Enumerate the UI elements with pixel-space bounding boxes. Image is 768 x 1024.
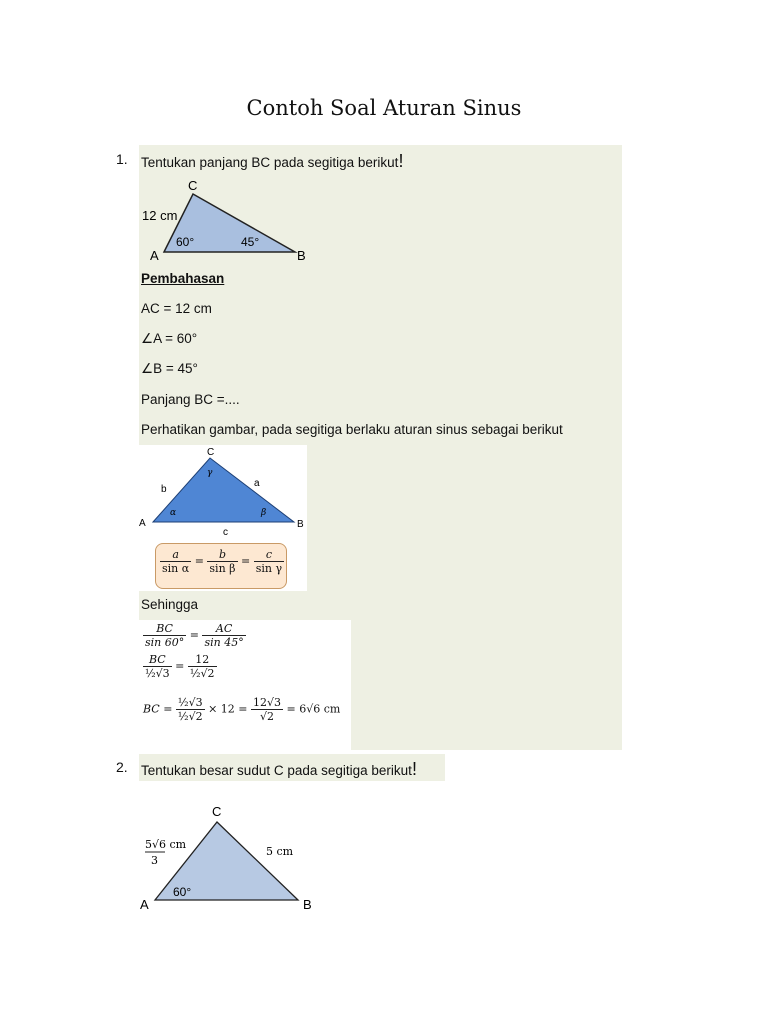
formula-num-a: a xyxy=(160,548,191,562)
step2-den-right: ½√2 xyxy=(189,667,215,680)
fig2-gamma: γ xyxy=(207,468,213,478)
question-2-bang: ! xyxy=(411,759,417,779)
step3-den-2: √2 xyxy=(260,710,275,723)
step2-den-left: ½√3 xyxy=(145,667,170,680)
vertex-b-label: B xyxy=(297,248,306,263)
sine-rule-triangle-figure xyxy=(139,445,307,540)
step1-den-right: sin 45° xyxy=(204,636,244,649)
question-1-bang: ! xyxy=(398,151,404,171)
fig2-vertex-c: C xyxy=(207,447,215,458)
given-angle-a: ∠A = 60° xyxy=(141,331,198,346)
step2-num-left: BC xyxy=(143,653,172,667)
step1-den-left: sin 60° xyxy=(145,636,185,649)
step3-result: = 6√6 cm xyxy=(286,702,341,716)
formula-den-b: sin β xyxy=(209,562,236,575)
question-2-label: Tentukan besar sudut C pada segitiga berikut xyxy=(141,763,412,778)
given-ac: AC = 12 cm xyxy=(141,301,212,316)
question-1-label: Tentukan panjang BC pada segitiga berikut xyxy=(141,155,399,170)
vertex-c-label: C xyxy=(188,178,198,193)
sine-rule-formula: $\frac{a}{\text{sin α}}$ = $\frac{b}{\text{sin β}}$ = $\frac{c}{\text{sin γ}}$ xyxy=(162,548,283,575)
fig2-vertex-a: A xyxy=(139,518,146,529)
fig2-beta: β xyxy=(261,508,267,518)
step3-times: × 12 = xyxy=(208,702,248,716)
fig2-vertex-b: B xyxy=(297,519,304,530)
formula-den-c: sin γ xyxy=(255,562,283,575)
q2-vertex-c: C xyxy=(212,804,222,819)
question-1-number: 1. xyxy=(116,151,128,167)
side-ac-label: 12 cm xyxy=(142,208,178,223)
q2-side-ac-denominator: 3 xyxy=(151,854,158,867)
step3-num-1: ½√3 xyxy=(177,696,203,709)
question-2-number: 2. xyxy=(116,759,128,775)
rule-note: Perhatikan gambar, pada segitiga berlaku aturan sinus sebagai berikut xyxy=(141,422,563,437)
fig2-side-c: c xyxy=(223,527,228,538)
q2-side-bc-label: 5 cm xyxy=(266,845,294,858)
sehingga-label: Sehingga xyxy=(141,597,199,612)
angle-a-label: 60° xyxy=(176,235,195,249)
calc-step-1: $\frac{BC}{\sin 60^\circ}$ = $\frac{AC}{\sin 45^\circ}$ xyxy=(145,622,244,649)
question-2-text xyxy=(141,759,417,780)
step2-num-right: 12 xyxy=(188,653,217,667)
step1-num-right: AC xyxy=(202,622,245,636)
given-angle-b: ∠B = 45° xyxy=(141,361,198,376)
formula-num-b: b xyxy=(207,548,237,562)
q2-vertex-a: A xyxy=(140,897,149,912)
triangle-2-figure xyxy=(135,800,325,915)
fig2-side-a: a xyxy=(254,478,260,489)
fig2-alpha: α xyxy=(170,508,177,518)
formula-den-a: sin α xyxy=(162,562,190,575)
fig2-side-b: b xyxy=(161,484,167,495)
step3-num-2: 12√3 xyxy=(253,696,282,709)
question-1-text xyxy=(141,151,403,172)
q2-side-ac-numerator: 5√6 cm xyxy=(145,838,187,851)
solution-heading: Pembahasan xyxy=(141,271,225,286)
calc-step-3 xyxy=(143,696,340,723)
q2-angle-a-label: 60° xyxy=(173,885,192,899)
triangle-1-figure xyxy=(130,172,315,264)
formula-num-c: c xyxy=(254,548,284,562)
step1-num-left: BC xyxy=(143,622,186,636)
q2-vertex-b: B xyxy=(303,897,312,912)
page-title: Contoh Soal Aturan Sinus xyxy=(246,96,522,120)
asked-bc: Panjang BC =.... xyxy=(141,392,240,407)
vertex-a-label: A xyxy=(150,248,159,263)
step3-den-1: ½√2 xyxy=(177,710,203,723)
angle-b-label: 45° xyxy=(241,235,260,249)
step3-lhs: BC = xyxy=(143,702,173,716)
calc-step-2: $\frac{BC}{\text{½√3}}$ = $\frac{12}{\text{½√2}}$ xyxy=(145,653,215,680)
